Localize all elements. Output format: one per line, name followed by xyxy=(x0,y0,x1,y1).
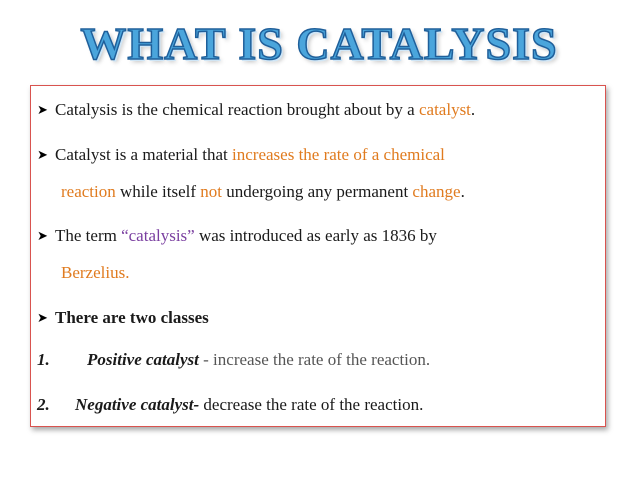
bullet-1 xyxy=(37,100,475,121)
arrowhead-bullet-icon: ➤ xyxy=(37,311,48,326)
bullet-2-text-2: while itself xyxy=(115,182,201,201)
arrowhead-bullet-icon: ➤ xyxy=(37,148,48,163)
bullet-3-term: “catalysis” xyxy=(121,226,195,245)
class-number: 1. xyxy=(37,350,50,369)
bullet-3 xyxy=(37,226,437,247)
slide-title: WHAT IS CATALYSIS xyxy=(80,18,558,69)
bullet-3-name: Berzelius. xyxy=(61,263,130,282)
arrowhead-bullet-icon: ➤ xyxy=(37,103,48,118)
class-description: decrease the rate of the reaction. xyxy=(199,395,424,414)
bullet-2-highlight-not: not xyxy=(200,182,222,201)
bullet-2-end: . xyxy=(460,182,465,201)
class-item-1 xyxy=(37,350,430,370)
class-name: Positive catalyst xyxy=(87,350,199,369)
bullet-3-text-2: was introduced as early as 1836 by xyxy=(194,226,437,245)
bullet-2-highlight-change: change xyxy=(412,182,461,201)
bullet-4-text: There are two classes xyxy=(55,308,209,327)
class-description: - increase the rate of the reaction. xyxy=(198,350,431,369)
bullet-3-continued xyxy=(61,263,129,283)
bullet-3-text: The term xyxy=(55,226,122,245)
bullet-2-continued xyxy=(61,182,465,202)
bullet-2-highlight-cont: reaction xyxy=(61,182,116,201)
bullet-1-end: . xyxy=(470,100,476,119)
bullet-2-text: Catalyst is a material that xyxy=(55,145,233,164)
bullet-2-text-3: undergoing any permanent xyxy=(222,182,413,201)
bullet-2-highlight: increases the rate of a chemical xyxy=(232,145,445,164)
arrowhead-bullet-icon: ➤ xyxy=(37,229,48,244)
content-box xyxy=(30,85,606,427)
class-item-2 xyxy=(37,395,423,415)
bullet-4 xyxy=(37,308,209,329)
bullet-1-highlight: catalyst xyxy=(418,100,471,119)
bullet-2 xyxy=(37,145,445,166)
class-name: Negative catalyst- xyxy=(75,395,200,414)
class-number: 2. xyxy=(37,395,50,414)
bullet-1-text: Catalysis is the chemical reaction brought about by a xyxy=(55,100,419,119)
